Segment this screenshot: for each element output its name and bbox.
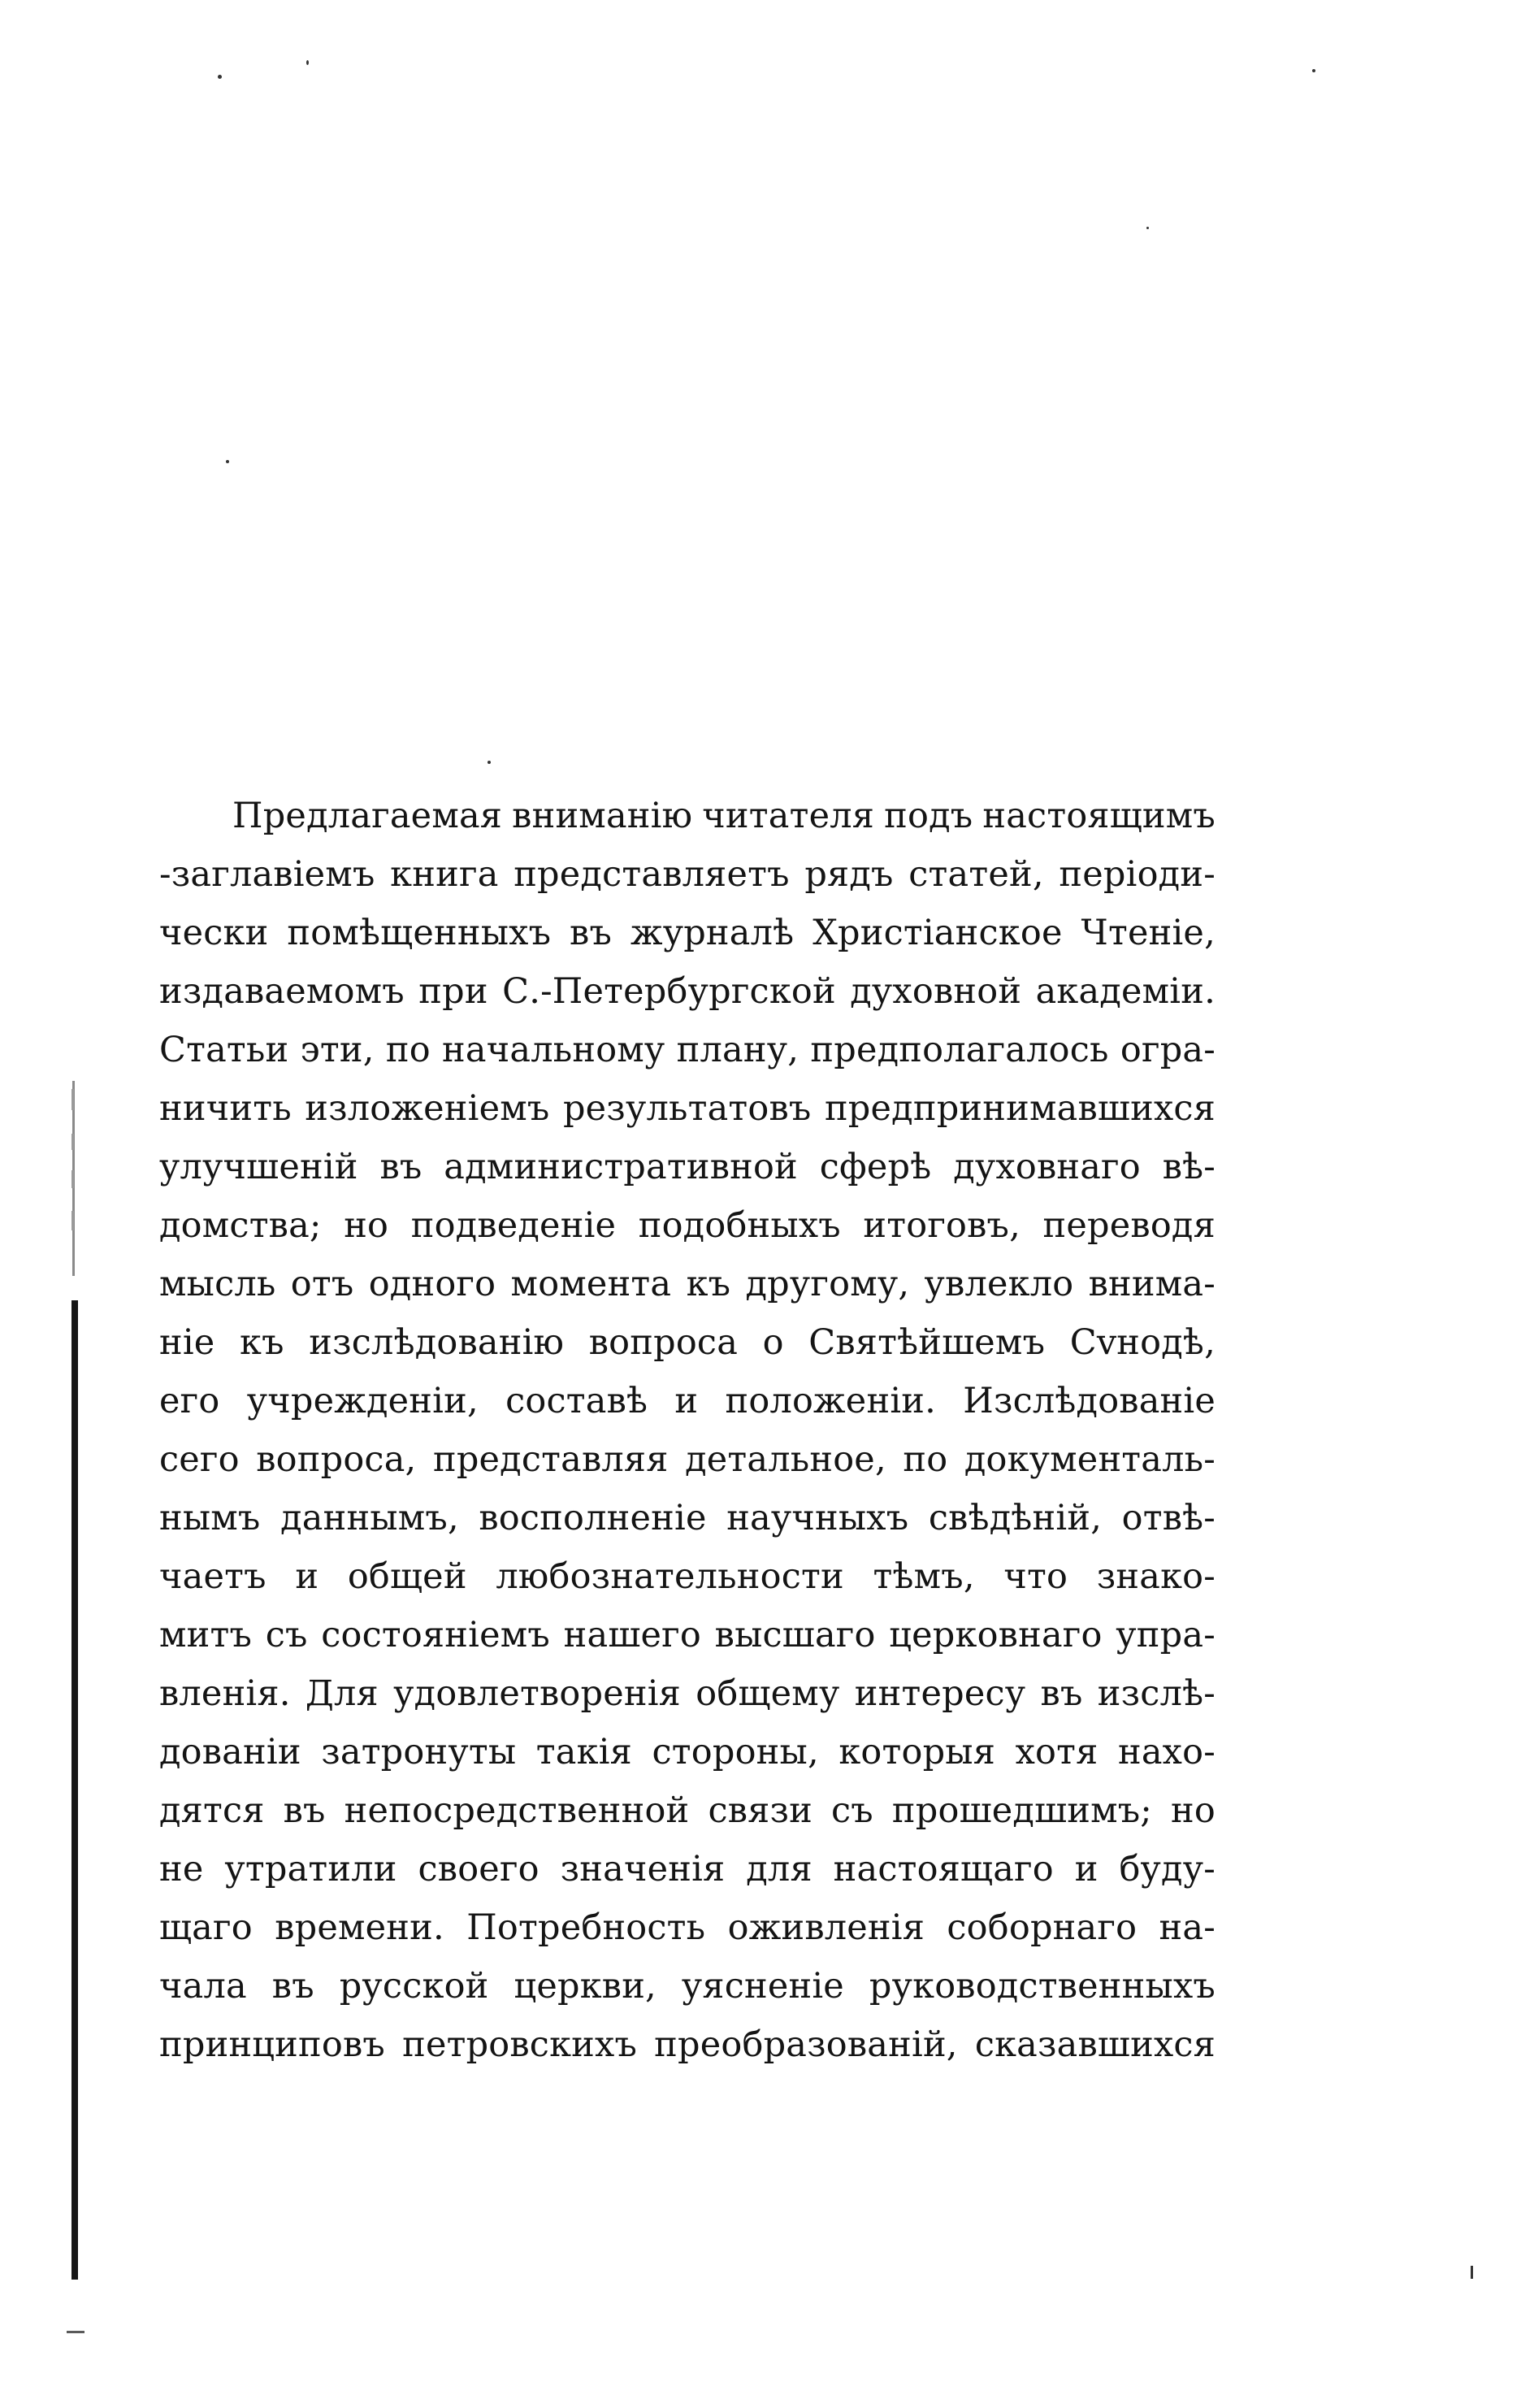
word: С.-Петербургской [502,971,836,1012]
word: внима- [1088,1264,1216,1304]
binding-dash [72,1170,74,1188]
word: что [1003,1556,1068,1597]
word: мысль [159,1264,276,1304]
text-line [159,1255,1216,1313]
word: такія [535,1732,632,1772]
word: представляетъ [514,854,790,895]
word: итоговъ, [863,1205,1020,1246]
text-line [159,1957,1216,2015]
word: Сvнодѣ, [1069,1322,1216,1363]
word: момента [510,1264,672,1304]
word: даннымъ, [280,1498,459,1538]
word: журналѣ [630,913,795,953]
word: высшаго [714,1615,876,1655]
text-line [159,1781,1216,1840]
word: къ [240,1322,284,1363]
word: сказавшихся [974,2024,1216,2065]
word: не [159,1849,204,1890]
word: на- [1159,1907,1216,1948]
text-line [159,1723,1216,1781]
word: ничить [159,1088,292,1129]
word: помѣщенныхъ [287,913,552,953]
word: и [295,1556,319,1597]
text-line [159,1313,1216,1372]
word: Христіанское [812,913,1063,953]
scan-speck [306,60,309,65]
word: предполагалось [810,1030,1109,1070]
word: его [159,1381,220,1421]
word: въ [570,913,613,953]
word: отъ [290,1264,354,1304]
word: Статьи [159,1030,289,1070]
word: буду- [1119,1849,1216,1890]
word: одного [368,1264,496,1304]
word: оживленія [727,1907,925,1948]
word: въ [271,1966,314,2007]
word: рядъ [804,854,894,895]
text-line [159,1606,1216,1664]
word: вопроса [588,1322,739,1363]
body-text [159,787,1216,2074]
text-line [159,904,1216,962]
word: Потребность [466,1907,706,1948]
word: начальному [442,1030,665,1070]
word: чески [159,913,269,953]
word: періоди- [1059,854,1216,895]
word: подъ [884,796,973,836]
word: соборнаго [947,1907,1138,1948]
text-line [159,1898,1216,1957]
word: съ [831,1790,873,1831]
text-line [159,1138,1216,1196]
word: подведеніе [410,1205,617,1246]
word: интересу [854,1673,1026,1714]
word: времени. [275,1907,444,1948]
binding-dash [72,1211,74,1230]
text-line [159,1079,1216,1138]
word: упра- [1116,1615,1216,1655]
word: представляя [432,1439,669,1480]
word: но [344,1205,389,1246]
word: русской [339,1966,489,2007]
scan-speck [1312,69,1315,72]
word: чаетъ [159,1556,266,1597]
word: подобныхъ [638,1205,841,1246]
word: уясненіе [681,1966,844,2007]
word: чала [159,1966,247,2007]
word: и [1074,1849,1098,1890]
word: руководственныхъ [869,1966,1216,2007]
word: изложеніемъ [305,1088,550,1129]
word: любознательности [496,1556,844,1597]
scan-speck [226,460,229,463]
word: Предлагаемая [232,796,503,836]
word: переводя [1042,1205,1216,1246]
word: вленія. [159,1673,291,1714]
text-line [159,1372,1216,1430]
word: затронуты [321,1732,517,1772]
word: Чтеніе, [1081,913,1216,953]
word: книга [390,854,499,895]
word: церкви, [514,1966,656,2007]
scan-speck [1146,227,1149,229]
word: читателя [702,796,875,836]
word: въ [283,1790,326,1831]
text-line [159,1196,1216,1255]
word: стороны, [652,1732,819,1772]
word: связи [708,1790,812,1831]
word: предпринимавшихся [824,1088,1216,1129]
word: знако- [1096,1556,1216,1597]
word: но [1171,1790,1216,1831]
scan-mark [1471,2266,1473,2279]
word: утратили [224,1849,397,1890]
scan-speck [488,761,491,764]
word: административной [444,1147,798,1187]
text-line [159,1430,1216,1489]
word: непосредственной [344,1790,690,1831]
word: положеніи. [725,1381,936,1421]
word: научныхъ [726,1498,909,1538]
word: тѣмъ, [873,1556,975,1597]
scan-speck [218,75,222,79]
word: нахо- [1117,1732,1216,1772]
word: увлекло [924,1264,1074,1304]
text-line [159,1489,1216,1547]
word: издаваемомъ [159,971,405,1012]
text-line [159,2015,1216,2074]
word: преобразованій, [654,2024,958,2065]
word: своего [418,1849,540,1890]
word: петровскихъ [402,2024,638,2065]
word: духовнаго [953,1147,1141,1187]
word: изслѣдованію [309,1322,565,1363]
text-line [159,787,1216,845]
word: ніе [159,1322,215,1363]
word: настоящимъ [982,796,1216,836]
word: результатовъ [562,1088,812,1129]
word: огра- [1120,1030,1216,1070]
word: Для [305,1673,379,1714]
word: улучшеній [159,1147,358,1187]
text-line [159,1840,1216,1898]
word: принциповъ [159,2024,385,2065]
word: сего [159,1439,240,1480]
word: восполненіе [479,1498,707,1538]
word: документаль- [964,1439,1216,1480]
word: къ [686,1264,731,1304]
word: вопроса, [256,1439,417,1480]
word: учрежденіи, [246,1381,479,1421]
word: состояніемъ [321,1615,550,1655]
word: сферѣ [819,1147,932,1187]
word: -заглавіемъ [159,854,375,895]
word: съ [265,1615,308,1655]
word: дятся [159,1790,265,1831]
word: Изслѣдованіе [963,1381,1216,1421]
word: которыя [838,1732,996,1772]
word: составѣ [505,1381,648,1421]
word: отвѣ- [1121,1498,1216,1538]
word: въ [379,1147,422,1187]
word: митъ [159,1615,253,1655]
word: о [762,1322,784,1363]
word: нашего [563,1615,701,1655]
word: церковнаго [889,1615,1103,1655]
word: статей, [908,854,1044,895]
binding-dash [72,1089,74,1110]
scan-mark [67,2331,84,2333]
word: дованіи [159,1732,301,1772]
word: хотя [1015,1732,1098,1772]
word: изслѣ- [1097,1673,1216,1714]
word: общему [696,1673,840,1714]
word: при [418,971,488,1012]
word: свѣдѣній, [928,1498,1103,1538]
word: другому, [745,1264,910,1304]
word: нымъ [159,1498,261,1538]
word: плану, [676,1030,800,1070]
word: по [385,1030,431,1070]
word: значенія [560,1849,726,1890]
binding-edge [72,1300,78,2280]
text-line [159,1547,1216,1606]
word: по [903,1439,948,1480]
word: Святѣйшемъ [808,1322,1046,1363]
word: общей [347,1556,467,1597]
binding-dash [72,1134,74,1150]
word: удовлетворенія [393,1673,682,1714]
word: духовной [850,971,1022,1012]
text-line [159,962,1216,1021]
word: и [674,1381,699,1421]
word: прошедшимъ; [891,1790,1152,1831]
word: домства; [159,1205,322,1246]
text-line [159,845,1216,904]
word: щаго [159,1907,253,1948]
word: въ [1040,1673,1083,1714]
word: детальное, [685,1439,886,1480]
text-line [159,1664,1216,1723]
word: вниманію [512,796,693,836]
word: академіи. [1035,971,1216,1012]
word: эти, [300,1030,375,1070]
word: для [746,1849,812,1890]
word: вѣ- [1162,1147,1216,1187]
word: настоящаго [833,1849,1054,1890]
text-line [159,1021,1216,1079]
